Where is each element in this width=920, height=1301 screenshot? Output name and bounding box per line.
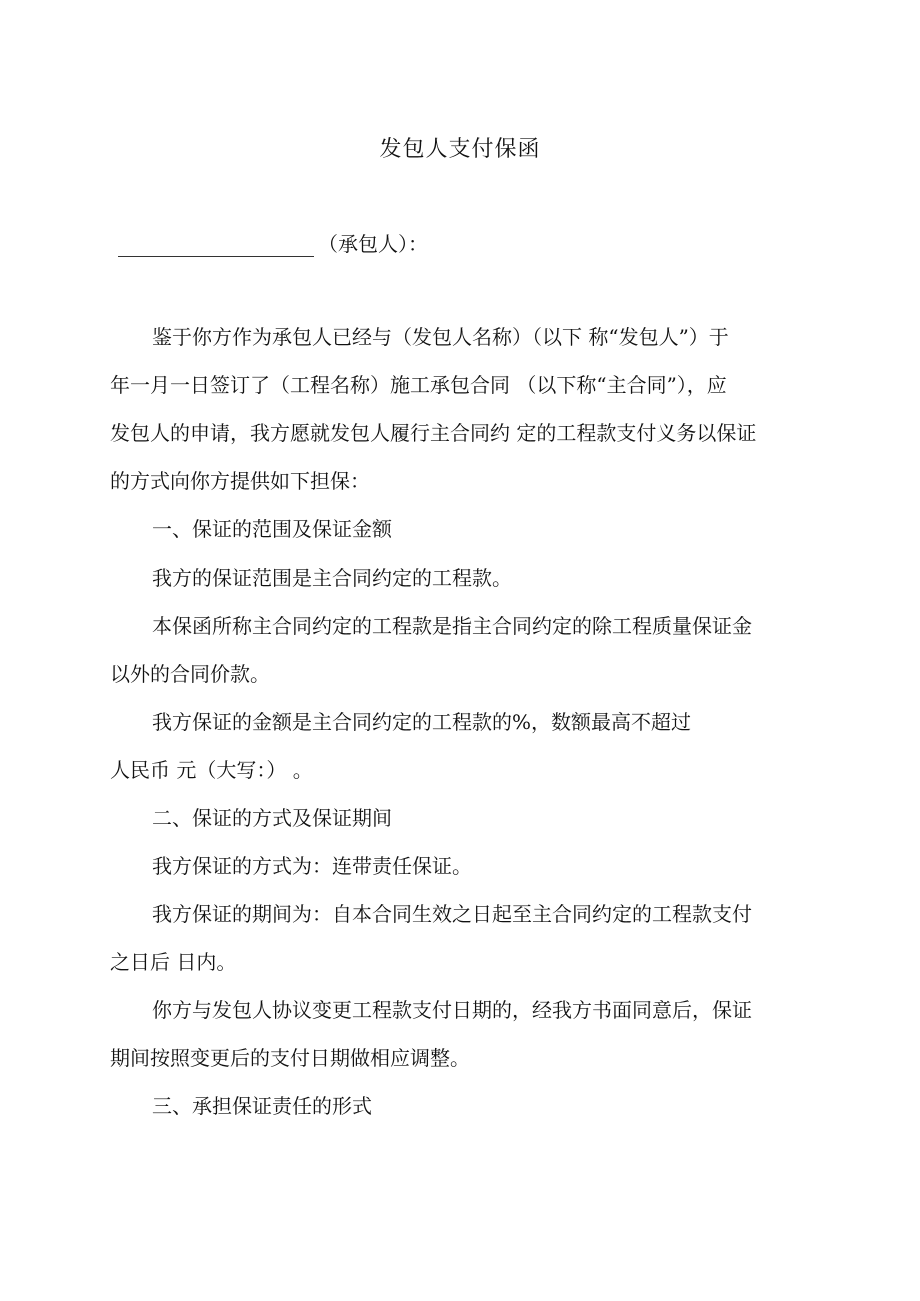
body-line: 我方保证的方式为：连带责任保证。 <box>152 854 472 878</box>
body-line: 本保函所称主合同约定的工程款是指主合同约定的除工程质量保证金 <box>152 614 752 638</box>
document-title: 发包人支付保函 <box>379 137 541 162</box>
section-heading: 三、承担保证责任的形式 <box>152 1094 372 1118</box>
body-line: 鉴于你方作为承包人已经与（发包人名称）（以下 称“发包人”）于 <box>152 325 729 349</box>
body-line: 发包人的申请，我方愿就发包人履行主合同约 定的工程款支付义务以保证 <box>110 421 757 445</box>
body-line: 我方的保证范围是主合同约定的工程款。 <box>152 566 512 590</box>
body-line: 我方保证的期间为：自本合同生效之日起至主合同约定的工程款支付 <box>152 902 752 926</box>
body-line: 期间按照变更后的支付日期做相应调整。 <box>110 1046 470 1070</box>
addressee-blank <box>118 234 314 257</box>
section-heading: 一、保证的范围及保证金额 <box>152 517 392 541</box>
body-line: 的方式向你方提供如下担保： <box>110 469 370 493</box>
addressee-line <box>118 228 428 257</box>
body-line: 你方与发包人协议变更工程款支付日期的，经我方书面同意后，保证 <box>152 998 752 1022</box>
addressee-suffix: （承包人）： <box>318 232 428 256</box>
body-line: 年一月一日签订了（工程名称）施工承包合同 （以下称“主合同”），应 <box>110 373 727 397</box>
body-line: 我方保证的金额是主合同约定的工程款的%，数额最高不超过 <box>152 710 692 734</box>
section-heading: 二、保证的方式及保证期间 <box>152 806 392 830</box>
body-line: 之日后 日内。 <box>110 950 237 974</box>
body-line: 人民币 元（大写：） 。 <box>110 758 313 782</box>
body-line: 以外的合同价款。 <box>110 662 270 686</box>
